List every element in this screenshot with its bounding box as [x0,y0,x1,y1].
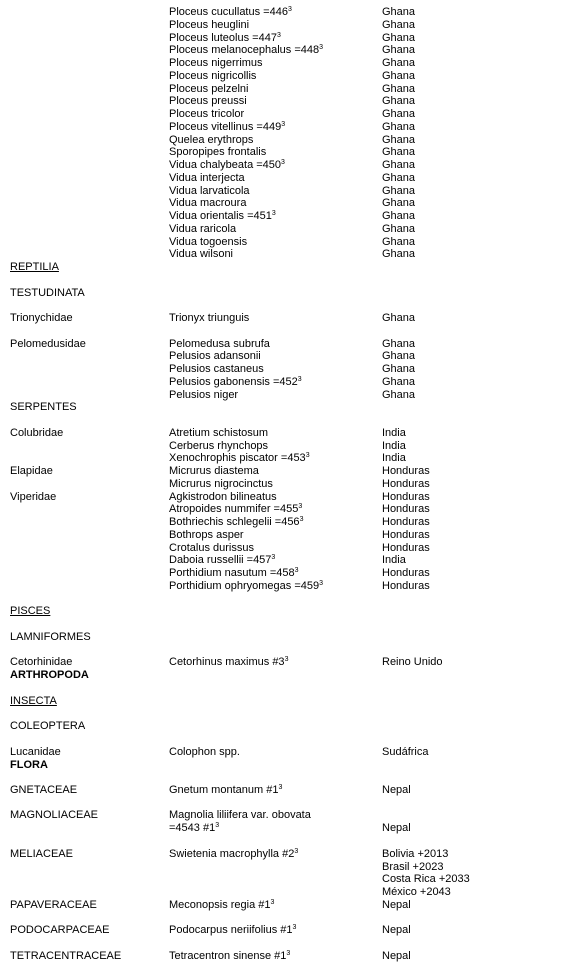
country-name: Ghana [382,57,416,69]
species-name-text: Ploceus preussi [169,95,247,107]
country-name: Honduras [382,516,430,528]
country-name: Ghana [382,19,416,31]
footnote-marker: 3 [284,656,289,663]
species-name [169,248,233,261]
country-name: Ghana [382,121,416,133]
taxon-group-label: Trionychidae [10,312,73,324]
species-name [169,529,244,542]
species-name-text: Vidua interjecta [169,172,245,184]
species-name-text: Xenochrophis piscator =453 [169,452,306,464]
country-name: India [382,452,406,464]
species-name-text: Pelusios adansonii [169,350,261,362]
country-name: Ghana [382,159,416,171]
species-name [169,822,219,835]
species-name-text: Micrurus diastema [169,465,259,477]
country-name: Ghana [382,172,416,184]
taxon-group-label: MELIACEAE [10,848,73,860]
species-name-text: Tetracentron sinense #1 [169,950,287,962]
species-name [169,554,275,567]
taxon-group-label: GNETACEAE [10,784,78,796]
country-name: Ghana [382,134,416,146]
footnote-marker: 3 [278,784,283,791]
country-name: Nepal [382,950,411,962]
taxon-group-label: MAGNOLIACEAE [10,809,99,821]
country-name: Ghana [382,70,416,82]
species-name [169,350,261,363]
section-heading: PISCES [10,605,51,617]
species-name [169,376,302,389]
country-name: Costa Rica +2033 [382,873,470,885]
species-name [169,223,236,236]
species-name [169,389,238,402]
species-name-text: Atropoides nummifer =455 [169,503,299,515]
country-name: Ghana [382,389,416,401]
species-name-text: Pelusios castaneus [169,363,264,375]
species-name [169,503,302,516]
country-name: Honduras [382,567,430,579]
taxon-group-label: Lucanidae [10,746,61,758]
species-name [169,950,290,963]
footnote-marker: 3 [287,6,292,13]
species-name-text: Porthidium ophryomegas =459 [169,580,320,592]
species-name [169,172,245,185]
taxon-group-label: PODOCARPACEAE [10,924,110,936]
footnote-marker: 3 [215,822,220,829]
species-name [169,95,247,108]
taxon-group-label: Cetorhinidae [10,656,73,668]
taxon-group-label: COLEOPTERA [10,720,86,732]
country-name: Ghana [382,185,416,197]
species-name [169,312,249,325]
species-name [169,516,303,529]
species-name-text: Vidua wilsoni [169,248,234,260]
species-name [169,809,311,822]
species-name-text: =4543 #1 [169,822,216,834]
taxon-group-label: LAMNIFORMES [10,631,91,643]
species-name-text: Ploceus nigerrimus [169,57,263,69]
species-name-text: Atretium schistosum [169,427,269,439]
section-heading: FLORA [10,759,48,771]
species-name-text: Porthidium nasutum =458 [169,567,295,579]
species-name-text: Crotalus durissus [169,542,254,554]
country-name: Ghana [382,108,416,120]
species-name [169,746,240,759]
species-name [169,44,323,57]
species-name [169,159,285,172]
species-name-text: Daboia russellii =457 [169,554,272,566]
footnote-marker: 3 [281,121,286,128]
footnote-marker: 3 [294,848,299,855]
species-name-text: Trionyx triunguis [169,312,250,324]
footnote-marker: 3 [281,159,285,166]
species-name-text: Ploceus tricolor [169,108,245,120]
footnote-marker: 3 [305,452,310,459]
species-name-text: Cetorhinus maximus #3 [169,656,285,668]
country-name: Nepal [382,822,411,834]
taxon-group-label: TESTUDINATA [10,287,85,299]
species-name-text: Ploceus nigricollis [169,70,257,82]
species-name [169,924,296,937]
species-name [169,6,292,19]
footnote-marker: 3 [292,924,297,931]
species-name-text: Podocarpus neriifolius #1 [169,924,293,936]
taxon-group-label: Elapidae [10,465,53,477]
species-name-text: Magnolia liliifera var. obovata [169,809,311,821]
country-name: Ghana [382,32,416,44]
species-name [169,363,264,376]
species-name-text: Ploceus cucullatus =446 [169,6,288,18]
species-name [169,784,282,797]
section-heading: ARTHROPODA [10,669,89,681]
country-name: India [382,554,406,566]
species-name-text: Vidua togoensis [169,236,248,248]
species-name-text: Vidua orientalis =451 [169,210,272,222]
taxon-group-label: Viperidae [10,491,57,503]
species-name-text: Pelusios gabonensis =452 [169,376,298,388]
species-name-text: Bothriechis schlegelii =456 [169,516,300,528]
country-name: Ghana [382,210,416,222]
footnote-marker: 3 [270,899,275,906]
footnote-marker: 3 [319,580,324,587]
species-name [169,197,246,210]
country-name: Honduras [382,503,430,515]
country-name: Nepal [382,899,411,911]
taxon-group-label: Pelomedusidae [10,338,86,350]
species-name [169,899,274,912]
country-name: Ghana [382,223,416,235]
species-name [169,70,256,83]
species-name [169,210,276,223]
species-name-text: Ploceus heuglini [169,19,250,31]
country-name: Honduras [382,580,430,592]
species-name [169,452,310,465]
country-name: Ghana [382,338,416,350]
species-name-text: Ploceus melanocephalus =448 [169,44,320,56]
species-name-text: Meconopsis regia #1 [169,899,271,911]
species-name-text: Gnetum montanum #1 [169,784,279,796]
country-name: Honduras [382,542,430,554]
country-name: Honduras [382,529,430,541]
species-name [169,121,285,134]
species-name [169,108,244,121]
species-name-text: Vidua raricola [169,223,237,235]
country-name: Honduras [382,491,430,503]
species-name [169,19,249,32]
species-name-text: Colophon spp. [169,746,240,758]
country-name: Bolivia +2013 [382,848,449,860]
taxon-group-label: TETRACENTRACEAE [10,950,122,962]
country-name: Ghana [382,146,416,158]
species-name-text: Ploceus pelzelni [169,83,249,95]
section-heading: INSECTA [10,695,57,707]
country-name: Ghana [382,363,416,375]
taxon-group-label: PAPAVERACEAE [10,899,97,911]
footnote-marker: 3 [271,210,276,217]
country-name: Ghana [382,197,416,209]
country-name: Sudáfrica [382,746,429,758]
country-name: Brasil +2023 [382,861,444,873]
species-name [169,848,298,861]
country-name: Ghana [382,350,416,362]
species-name-text: Ploceus luteolus =447 [169,32,277,44]
species-name-text: Pelusios niger [169,389,239,401]
species-name-text: Ploceus vitellinus =449 [169,121,282,133]
country-name: Reino Unido [382,656,443,668]
species-name-text: Bothrops asper [169,529,244,541]
species-name [169,57,263,70]
species-name-text: Vidua macroura [169,197,247,209]
country-name: Ghana [382,236,416,248]
species-name [169,146,266,159]
species-name [169,427,268,440]
species-name [169,465,259,478]
species-name-text: Vidua larvaticola [169,185,250,197]
footnote-marker: 3 [297,376,302,383]
country-name: India [382,440,406,452]
species-name [169,567,299,580]
species-name [169,656,288,669]
species-name-text: Cerberus rhynchops [169,440,269,452]
country-name: Nepal [382,784,411,796]
country-name: Ghana [382,95,416,107]
footnote-marker: 3 [271,554,276,561]
species-name-text: Swietenia macrophylla #2 [169,848,295,860]
species-name-text: Pelomedusa subrufa [169,338,270,350]
country-name: Honduras [382,465,430,477]
species-name-text: Micrurus nigrocinctus [169,478,273,490]
species-name [169,478,273,491]
country-name: India [382,427,406,439]
section-heading: REPTILIA [10,261,59,273]
taxon-group-label: Colubridae [10,427,64,439]
country-name: México +2043 [382,886,451,898]
country-name: Ghana [382,312,416,324]
species-name [169,580,323,593]
country-name: Honduras [382,478,430,490]
country-name: Ghana [382,248,416,260]
country-name: Ghana [382,83,416,95]
footnote-marker: 3 [286,950,291,957]
species-name-text: Quelea erythrops [169,134,254,146]
species-name-text: Agkistrodon bilineatus [169,491,277,503]
species-name-text: Vidua chalybeata =450 [169,159,282,171]
taxon-group-label: SERPENTES [10,401,77,413]
country-name: Nepal [382,924,411,936]
country-name: Ghana [382,6,416,18]
footnote-marker: 3 [298,503,303,510]
species-name-text: Sporopipes frontalis [169,146,267,158]
footnote-marker: 3 [276,32,281,39]
country-name: Ghana [382,376,416,388]
footnote-marker: 3 [299,516,304,523]
footnote-marker: 3 [319,44,324,51]
country-name: Ghana [382,44,416,56]
footnote-marker: 3 [294,567,299,574]
